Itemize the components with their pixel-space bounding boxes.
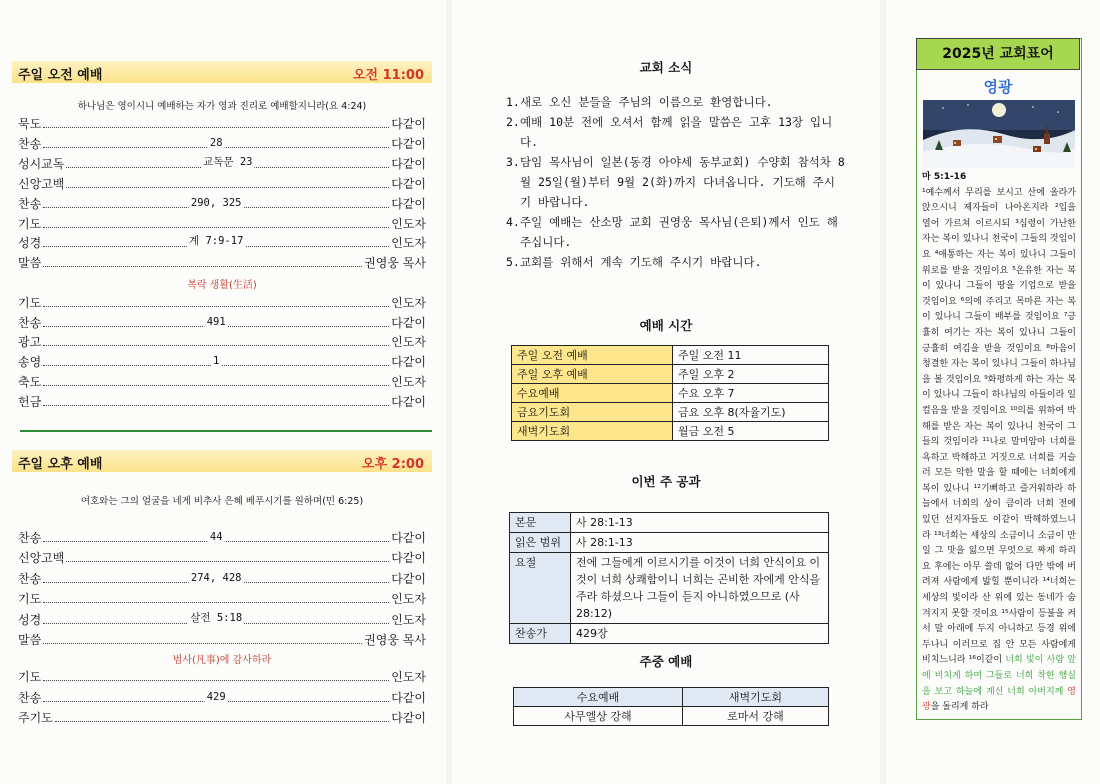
order-leader: 다같이	[391, 136, 426, 151]
order-label: 성경	[18, 236, 42, 251]
dotted-leader	[55, 720, 389, 722]
order-label: 찬송	[18, 136, 42, 151]
news-number: 4.	[506, 215, 520, 229]
table-row	[512, 365, 829, 384]
lesson-title: 이번 주 공과	[631, 474, 701, 489]
dotted-leader	[43, 679, 389, 681]
order-row	[18, 392, 426, 410]
dotted-leader	[43, 571, 389, 584]
dotted-leader	[43, 126, 389, 128]
order-leader: 다같이	[391, 355, 426, 370]
news-number: 3.	[506, 155, 520, 169]
order-row	[18, 194, 426, 212]
table-value: 주일 오후 2	[673, 365, 829, 384]
dotted-leader	[43, 384, 389, 386]
order-row	[18, 293, 426, 311]
order-label: 기도	[18, 592, 42, 607]
dotted-leader	[66, 186, 389, 188]
order-label: 주기도	[18, 711, 53, 725]
order-leader: 인도자	[391, 592, 426, 607]
order-detail: 교독문 23	[203, 155, 253, 168]
dotted-leader	[43, 355, 389, 368]
table-value: 월금 오전 5	[673, 422, 829, 441]
order-label: 헌금	[18, 394, 42, 409]
order-detail: 1	[213, 355, 220, 368]
order-label: 말씀	[18, 256, 42, 271]
table-row	[510, 513, 829, 533]
order-row	[18, 332, 426, 350]
year-motto-word: 영광	[983, 78, 1013, 96]
table-row	[512, 346, 829, 365]
midweek-title: 주중 예배	[639, 654, 693, 669]
news-item	[506, 152, 846, 212]
news-text: 예배 10분 전에 오셔서 함께 읽을 말씀은 고후 13장 입니다.	[520, 115, 833, 149]
order-of-worship-panel	[0, 0, 446, 784]
afternoon-motto: 여호와는 그의 얼굴을 네게 비추사 은혜 베푸시기를 원하며(민 6:25)	[80, 496, 364, 507]
table-key: 금요기도회	[512, 403, 673, 422]
afternoon-service-title: 주일 오후 예배	[18, 457, 103, 472]
news-item	[506, 212, 846, 252]
order-row	[18, 253, 426, 271]
order-row	[18, 610, 426, 628]
order-row	[18, 569, 426, 587]
news-text: 새로 오신 분들을 주님의 이름으로 환영합니다.	[520, 95, 773, 109]
order-leader: 권영웅 목사	[364, 256, 426, 271]
dotted-leader	[43, 642, 362, 644]
midweek-header-wed: 수요예배	[514, 688, 683, 707]
order-label: 신앙고백	[18, 551, 65, 566]
order-row	[18, 589, 426, 607]
order-leader: 인도자	[391, 670, 426, 684]
table-value: 429장	[571, 624, 829, 644]
table-key: 읽은 범위	[510, 533, 571, 553]
table-key: 찬송가	[510, 624, 571, 644]
table-key: 주일 오후 예배	[512, 365, 673, 384]
order-leader: 다같이	[391, 315, 426, 330]
order-row	[18, 154, 426, 172]
dotted-leader	[43, 226, 389, 228]
verse-reference: 마 5:1-16	[922, 172, 967, 182]
news-item	[506, 112, 846, 152]
verse-text: ¹예수께서 무리를 보시고 산에 올라가 앉으시니 제자들이 나아온지라 ²입을 열어 가르쳐 이르시되 ³심령이 가난한 자는 복이 있나니 천국이 그들의 것임이요 ⁴애통하는 자는 복이 있나니 그들이 위로를 받을 것임이요 ⁵온유한 자는 복이 있나니 그들이 땅을 기업으로 받을 것임이요 ⁶의에 주리고 목마른 자는 복이 있나니 그들이 배부를 것임이요 ⁷긍휼히 여기는 자는 복이 있나니 그들이 긍휼히 여김을 받을 것임이요 ⁸마음이 청결한 자는 복이 있나니 그들이 하나님을 볼 것임이요 ⁹화평하게 하는 자는 복이 있나니 그들이 하나님의 아들이라 일컬음을 받을 것임이요 ¹⁰의를 위하여 박해를 받은 자는 복이 있나니 천국이 그들의 것임이라 ¹¹나로 말미암아 너희를 욕하고 박해하고 거짓으로 너희를 거슬러 모든 악한 말을 할 때에는 너희에게 복이 있나니 ¹²기뻐하고 즐거워하라 하늘에서 너희의 상이 큼이라 너희 전에 있던 선지자들도 이같이 박해하였느니라 ¹³너희는 세상의 소금이니 소금이 만일 그 맛을 잃으면 무엇으로 짜게 하리요 후에는 아무 쓸데 없어 다만 밖에 버려져 사람에게 밟힐 뿐이니라 ¹⁴너희는 세상의 빛이라 산 위에 있는 동네가 숨겨지지 못할 것이요 ¹⁵사람이 등불을 켜서 말 아래에 두지 아니하고 등경 위에 두나니 이러므로 집 안 모든 사람에게 비치느니라 ¹⁶이같이	[922, 187, 1076, 666]
order-row	[18, 174, 426, 192]
times-title: 예배 시간	[639, 318, 693, 333]
order-leader: 인도자	[391, 236, 426, 251]
dotted-leader	[43, 196, 389, 209]
table-value: 전에 그들에게 이르시기를 이것이 너희 안식이요 이것이 너희 상쾌함이니 너희는 곤비한 자에게 안식을 주라 하셨으나 그들이 듣지 아니하였으므로 (사 28:12)	[571, 553, 829, 624]
order-row	[18, 548, 426, 566]
dotted-leader	[43, 315, 389, 328]
order-label: 성경	[18, 612, 42, 627]
table-key: 주일 오전 예배	[512, 346, 673, 365]
order-row	[18, 688, 426, 706]
dotted-leader	[43, 611, 389, 624]
dotted-leader	[43, 601, 389, 603]
news-item	[506, 92, 846, 112]
section-divider	[20, 430, 432, 432]
order-label: 찬송	[18, 531, 42, 545]
order-detail: 491	[206, 315, 226, 328]
order-row	[18, 233, 426, 251]
order-label: 찬송	[18, 690, 42, 705]
midweek-table	[513, 687, 829, 726]
year-motto-panel	[886, 0, 1100, 784]
order-label: 신앙고백	[18, 176, 65, 191]
dotted-leader	[43, 404, 389, 406]
order-detail: 살전 5:18	[190, 611, 243, 624]
news-list	[506, 92, 846, 272]
order-detail: 28	[209, 136, 223, 149]
table-row	[510, 553, 829, 624]
year-motto-title: 2025년 교회표어	[916, 38, 1080, 70]
order-detail: 계 7:9-17	[189, 235, 244, 248]
table-row	[510, 624, 829, 644]
table-key: 수요예배	[512, 384, 673, 403]
order-row	[18, 134, 426, 152]
table-row	[512, 422, 829, 441]
order-detail: 274, 428	[190, 571, 242, 584]
year-motto-verse	[922, 170, 1076, 716]
order-label: 찬송	[18, 571, 42, 586]
news-number: 1.	[506, 95, 520, 109]
order-label: 말씀	[18, 633, 42, 647]
table-value: 주일 오전 11	[673, 346, 829, 365]
order-detail: 290, 325	[190, 196, 242, 209]
order-label: 성시교독	[18, 156, 65, 171]
table-key: 본문	[510, 513, 571, 533]
dotted-leader	[43, 235, 389, 248]
order-leader: 다같이	[391, 571, 426, 586]
news-title: 교회 소식	[639, 60, 693, 75]
table-row	[512, 384, 829, 403]
order-detail: 429	[206, 690, 226, 703]
midweek-cell-wed: 사무엘상 강해	[514, 707, 683, 726]
news-text: 주일 예배는 산소망 교회 권영웅 목사님(은퇴)께서 인도 해주십니다.	[520, 215, 838, 249]
order-leader: 인도자	[391, 296, 426, 310]
order-row	[18, 352, 426, 370]
order-row	[18, 667, 426, 685]
dotted-leader	[43, 531, 389, 543]
order-leader: 인도자	[391, 612, 426, 627]
order-leader: 다같이	[391, 117, 426, 131]
morning-service-title: 주일 오전 예배	[18, 68, 103, 83]
morning-subheading: 복락 생활(生活)	[187, 280, 257, 291]
order-label: 축도	[18, 374, 42, 389]
afternoon-service-banner	[12, 450, 432, 472]
news-number: 5.	[506, 255, 520, 269]
order-leader: 인도자	[391, 216, 426, 231]
order-leader: 다같이	[391, 690, 426, 705]
order-label: 찬송	[18, 315, 42, 330]
order-row	[18, 528, 426, 546]
table-value: 사 28:1-13	[571, 513, 829, 533]
order-leader: 다같이	[391, 176, 426, 191]
order-label: 기도	[18, 296, 42, 310]
table-value: 사 28:1-13	[571, 533, 829, 553]
order-row	[18, 214, 426, 232]
dotted-leader	[43, 690, 389, 703]
table-row	[510, 533, 829, 553]
order-row	[18, 708, 426, 726]
morning-motto: 하나님은 영이시니 예배하는 자가 영과 진리로 예배할지니라(요 4:24)	[77, 101, 367, 112]
order-row	[18, 372, 426, 390]
news-number: 2.	[506, 115, 520, 129]
service-times-table	[511, 345, 829, 441]
table-value: 수요 오후 7	[673, 384, 829, 403]
order-row	[18, 114, 426, 132]
church-news-panel	[452, 0, 880, 784]
order-leader: 인도자	[391, 374, 426, 389]
order-leader: 다같이	[391, 531, 426, 545]
order-label: 기도	[18, 670, 42, 684]
dotted-leader	[43, 344, 389, 346]
order-leader: 다같이	[391, 156, 426, 171]
order-detail: 44	[209, 531, 223, 543]
order-leader: 권영웅 목사	[364, 633, 426, 647]
table-key: 새벽기도회	[512, 422, 673, 441]
dotted-leader	[66, 560, 389, 562]
table-key: 요절	[510, 553, 571, 624]
midweek-cell-dawn: 로마서 강해	[682, 707, 828, 726]
dotted-leader	[43, 265, 362, 267]
order-row	[18, 630, 426, 648]
order-label: 묵도	[18, 117, 42, 131]
afternoon-subheading: 범사(凡事)에 감사하라	[172, 655, 272, 666]
dotted-leader	[43, 136, 389, 149]
order-label: 광고	[18, 335, 42, 350]
snowy-village-image	[923, 100, 1075, 168]
verse-text-end: 을 돌리게 하라	[930, 702, 989, 713]
lesson-table	[509, 512, 829, 644]
news-text: 담임 목사님이 일본(동경 아야세 동부교회) 수양회 참석차 8월 25일(월)부터 9월 2(화)까지 다녀옵니다. 기도해 주시기 바랍니다.	[520, 155, 845, 209]
afternoon-service-time: 오후 2:00	[362, 457, 424, 472]
order-leader: 다같이	[391, 711, 426, 725]
midweek-header-dawn: 새벽기도회	[682, 688, 828, 707]
order-leader: 다같이	[391, 551, 426, 566]
news-text: 교회를 위해서 계속 기도해 주시기 바랍니다.	[520, 255, 762, 269]
order-leader: 인도자	[391, 335, 426, 350]
order-label: 기도	[18, 216, 42, 231]
table-row	[512, 403, 829, 422]
order-leader: 다같이	[391, 196, 426, 211]
verse-highlight-green: 너희 빛이 사람 앞에 비치게 하여 그들로 너희 착한 행실을 보고 하늘에 계신 너희 아버지께	[922, 655, 1076, 697]
verse-highlight-red: 영광	[922, 686, 1076, 713]
news-item	[506, 252, 846, 272]
order-row	[18, 313, 426, 331]
dotted-leader	[43, 305, 389, 307]
morning-service-time: 오전 11:00	[352, 68, 424, 83]
dotted-leader	[66, 155, 389, 168]
order-label: 찬송	[18, 196, 42, 211]
order-label: 송영	[18, 355, 42, 370]
morning-service-banner	[12, 61, 432, 83]
table-value: 금요 오후 8(자율기도)	[673, 403, 829, 422]
order-leader: 다같이	[391, 394, 426, 409]
